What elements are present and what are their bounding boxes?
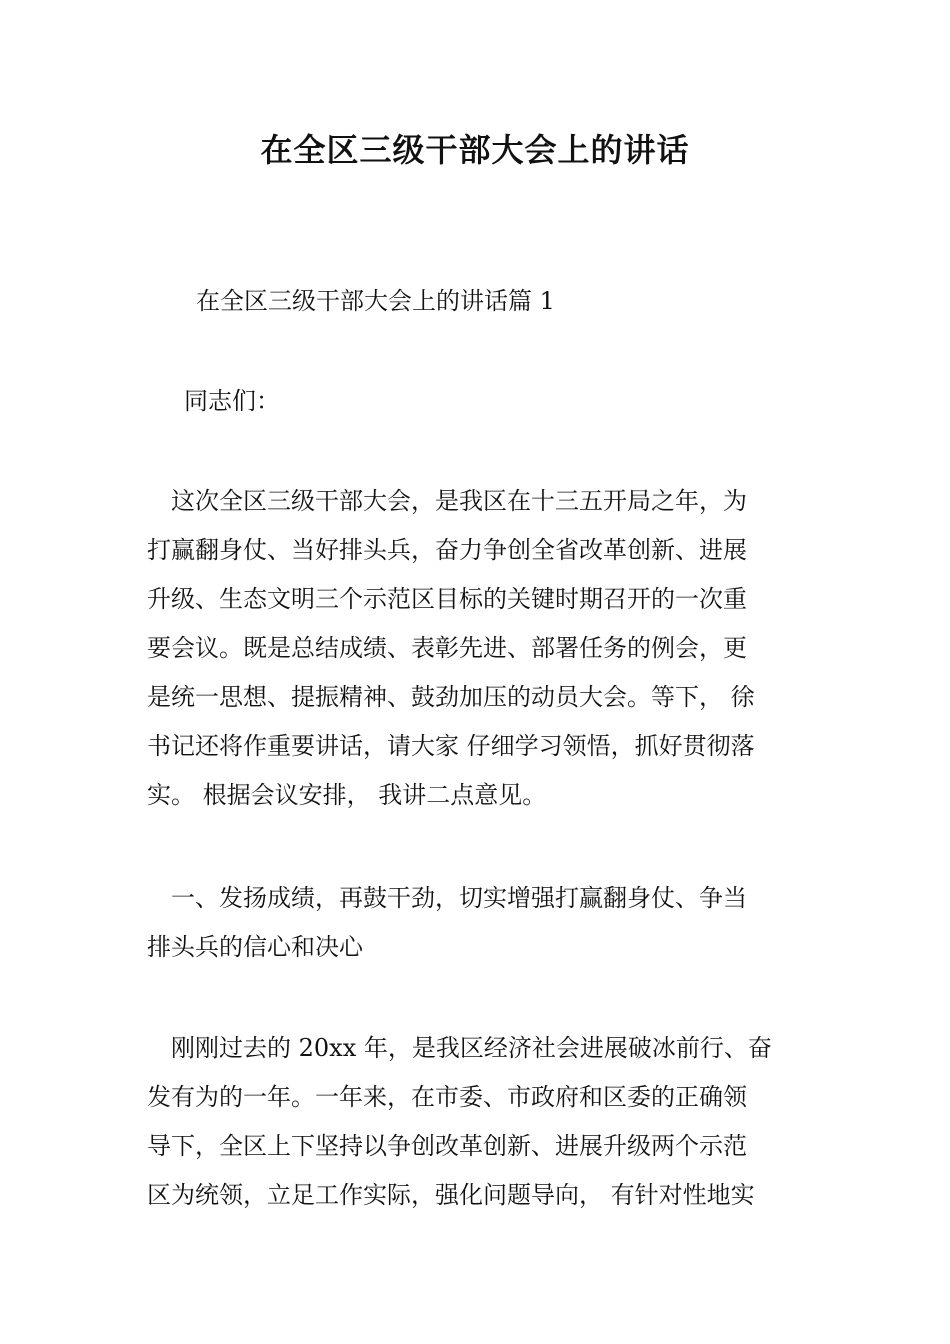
text-line: 升级、生态文明三个示范区目标的关键时期召开的一次重 bbox=[147, 585, 747, 613]
text-line: 实。 根据会议安排， 我讲二点意见。 bbox=[147, 781, 547, 809]
text-line: 这次全区三级干部大会，是我区在十三五开局之年，为 bbox=[147, 487, 747, 515]
section-heading-1 bbox=[147, 874, 807, 972]
text-line: 一、发扬成绩，再鼓干劲，切实增强打赢翻身仗、争当 bbox=[147, 884, 747, 912]
paragraph-intro bbox=[147, 477, 807, 820]
document-subtitle: 在全区三级干部大会上的讲话篇 1 bbox=[196, 287, 555, 315]
text-line: 打赢翻身仗、当好排头兵，奋力争创全省改革创新、进展 bbox=[147, 536, 747, 564]
text-line: 排头兵的信心和决心 bbox=[147, 933, 363, 961]
paragraph-review bbox=[147, 1024, 807, 1220]
text-line: 刚刚过去的 20xx 年，是我区经济社会进展破冰前行、奋 bbox=[147, 1034, 772, 1062]
text-line: 区为统领，立足工作实际，强化问题导向， 有针对性地实 bbox=[147, 1181, 755, 1209]
salutation: 同志们： bbox=[184, 387, 280, 415]
text-line: 发有为的一年。一年来，在市委、市政府和区委的正确领 bbox=[147, 1083, 747, 1111]
text-line: 是统一思想、提振精神、鼓劲加压的动员大会。等下， 徐 bbox=[147, 683, 755, 711]
document-title: 在全区三级干部大会上的讲话 bbox=[260, 131, 690, 169]
text-line: 书记还将作重要讲话，请大家 仔细学习领悟，抓好贯彻落 bbox=[147, 732, 755, 760]
text-line: 导下，全区上下坚持以争创改革创新、进展升级两个示范 bbox=[147, 1132, 747, 1160]
text-line: 要会议。既是总结成绩、表彰先进、部署任务的例会，更 bbox=[147, 634, 747, 662]
